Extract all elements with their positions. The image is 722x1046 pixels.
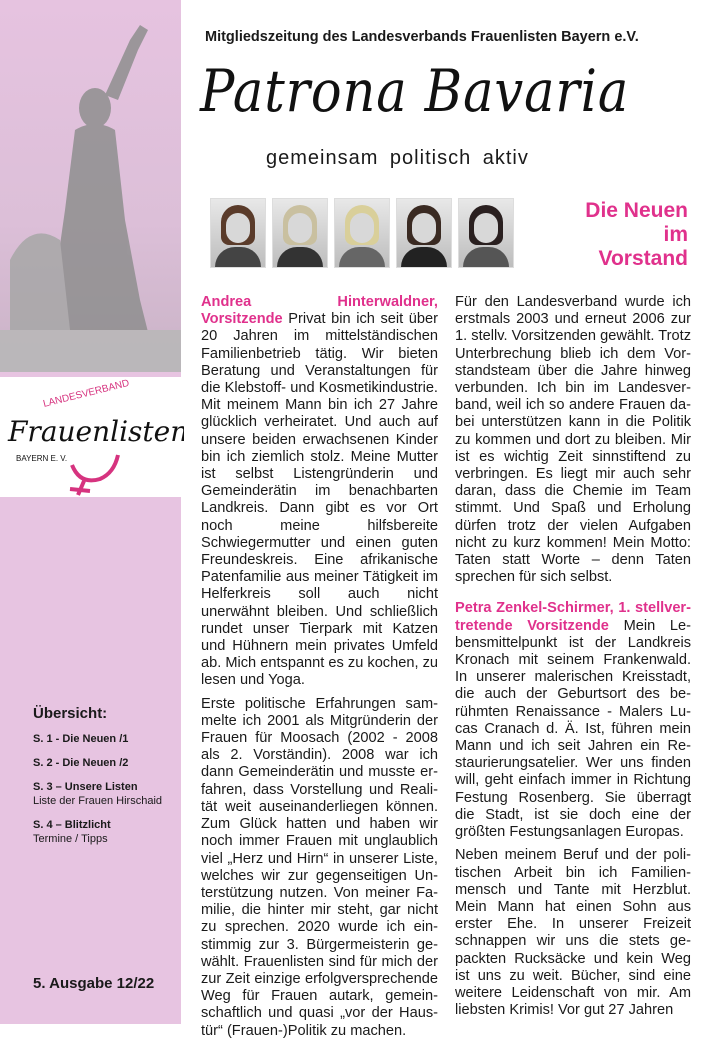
headline-line: Vorstand (598, 247, 688, 270)
bavaria-statue-image (0, 0, 181, 372)
article-column-2 (455, 294, 691, 1025)
svg-text:BAYERN E. V.: BAYERN E. V. (16, 454, 68, 463)
toc-item[interactable] (33, 756, 183, 770)
article-column-1 (201, 294, 438, 1046)
issue-number: 5. Ausgabe 12/22 (33, 975, 155, 992)
author-name: Andrea Hinterwaldner, Vorsitzende (201, 294, 438, 328)
portrait-photo (210, 198, 266, 268)
frauenlisten-logo (0, 377, 184, 497)
toc-item-sub: Termine / Tipps (33, 833, 108, 845)
portrait-photo (458, 198, 514, 268)
toc-item[interactable] (33, 732, 183, 746)
paragraph (455, 600, 691, 841)
toc-item[interactable] (33, 818, 183, 846)
toc-item[interactable] (33, 780, 183, 808)
portrait-photo (396, 198, 452, 268)
toc-title: Übersicht: (33, 705, 108, 722)
paragraph: Für den Landesverband wurde ich erstmals 2003 und erneut 2006 zur 1. stellv. Vorsitzenden gewählt. Trotz Unterbrechung blieb ich dem Vorstandsteam über die Jahre hinweg verbunden. Ich bin im Landesverband, weil ich so andere Frauen dabei unterstützen kann in die Politik zu kommen und dort zu bleiben. Mir ist es wichtig Zeit sinnstiftend zu verbringen. Es liegt mir auch sehr daran, dass die Chemie im Team stimmt. Und Spaß und Erholung dürfen trotz der vielen Aufgaben nicht zu kurz kommen! Mein Motto: Taten statt Worte – denn Taten sprechen für sich selbst. (455, 294, 691, 586)
sidebar (0, 0, 184, 1024)
toc-item-label: S. 3 – Unsere Listen (33, 781, 138, 793)
paragraph: Neben meinem Beruf und der politischen Arbeit bin ich Familienmensch und Tante mit Herzblut. Mein Mann hat einen Sohn aus erster Ehe. In unserer Freizeit schnappen wir uns die stets gepackten Rucksäcke und kein Weg ist uns zu weit. Bücher, sind eine weitere Leidenschaft von mir. Am liebsten Krimis! Vor gut 27 Jahren (455, 847, 691, 1019)
masthead-title: Patrona Bavaria (200, 57, 630, 125)
toc-item-label: S. 4 – Blitzlicht (33, 819, 111, 831)
toc-item-label: S. 2 - Die Neuen /2 (33, 757, 129, 769)
headline-line: Die Neuen (585, 199, 688, 222)
headline-line: im (663, 223, 688, 246)
table-of-contents (33, 705, 183, 856)
tagline: gemeinsam politisch aktiv (266, 147, 529, 169)
portrait-photo (334, 198, 390, 268)
paragraph-text: Privat bin ich seit über 20 Jahren im mittelständischen Familienbetrieb tätig. Wir bieten Beratung und Veranstaltungen für die Klebstoff- und Kosmetikindustrie. Mit meinem Mann bin ich 27 Jahre glücklich verheiratet. Und auch auf unsere beiden erwachsenen Kinder bin ich ziemlich stolz. Meine Mutter ist selbst Listengründerin und Gemeinderätin im benachbarten Landkreis. Dann gibt es vor Ort noch meine hilfsbereite Schwiegermutter und einen guten Freundeskreis. Eine afrikanische Patenfamilie aus meiner Tätigkeit im Helferkreis soll auch nicht unerwähnt bleiben. Und schließlich rundet unser Tierpark mit Katzen und Hühnern mein privates Umfeld ab. Mich entspannt es zu kochen, zu lesen und Yoga. (201, 311, 438, 689)
board-photos (210, 198, 514, 268)
newsletter-kicker: Mitgliedszeitung des Landesverbands Frauenlisten Bayern e.V. (205, 29, 639, 45)
svg-text:LANDESVERBAND: LANDESVERBAND (42, 377, 131, 410)
paragraph-text: Mein Lebensmittelpunkt ist der Landkreis Kronach mit seinem Frankenwald. In unserer malerischen Kreisstadt, die auch der Geburtsort des berühmten Renaissance - Malers Lucas Cranach d. Ä. Ist, führen mein Mann und ich seit Jahren ein Restaurierungsatelier. Wer uns finden will, geht einfach immer in Richtung Festung Rosenberg. Sie überragt die Stadt, ist sie doch eine der größten Festungsanlagen Europas. (455, 617, 691, 841)
article-headline (585, 199, 688, 271)
toc-item-sub: Liste der Frauen Hirschaid (33, 795, 163, 807)
svg-text:Frauenlisten: Frauenlisten (8, 415, 184, 448)
toc-item-label: S. 1 - Die Neuen /1 (33, 733, 129, 745)
paragraph (201, 294, 438, 690)
paragraph: Erste politische Erfahrungen sammelte ich 2001 als Mitgründerin der Frauen für Moosach (2002 - 2008 als 2. Vorständin). 2008 war ich dann Gemeinderätin und musste erfahren, dass Vorstellung und Realität weit auseinanderliegen können. Zum Glück hatten und haben wir noch immer Frauen mit unglaublich viel „Herz und Hirn“ in unserer Liste, welches wir zur gegenseitigen Unterstützung nutzen. Von meiner Familie, die hinter mir steht, gar nicht zu sprechen. 2020 wurde ich einstimmig zur 3. Bürgermeisterin gewählt. Frauenlisten sind für mich der zur Zeit einzige erfolgversprechende Weg für Frauen autark, gemeinschaftlich und quasi „vor der Haustür“ (Frauen-)Politik zu machen. (201, 695, 438, 1039)
author-name: Petra Zenkel-Schirmer, 1. stellvertretende Vorsitzende (455, 600, 691, 634)
portrait-photo (272, 198, 328, 268)
